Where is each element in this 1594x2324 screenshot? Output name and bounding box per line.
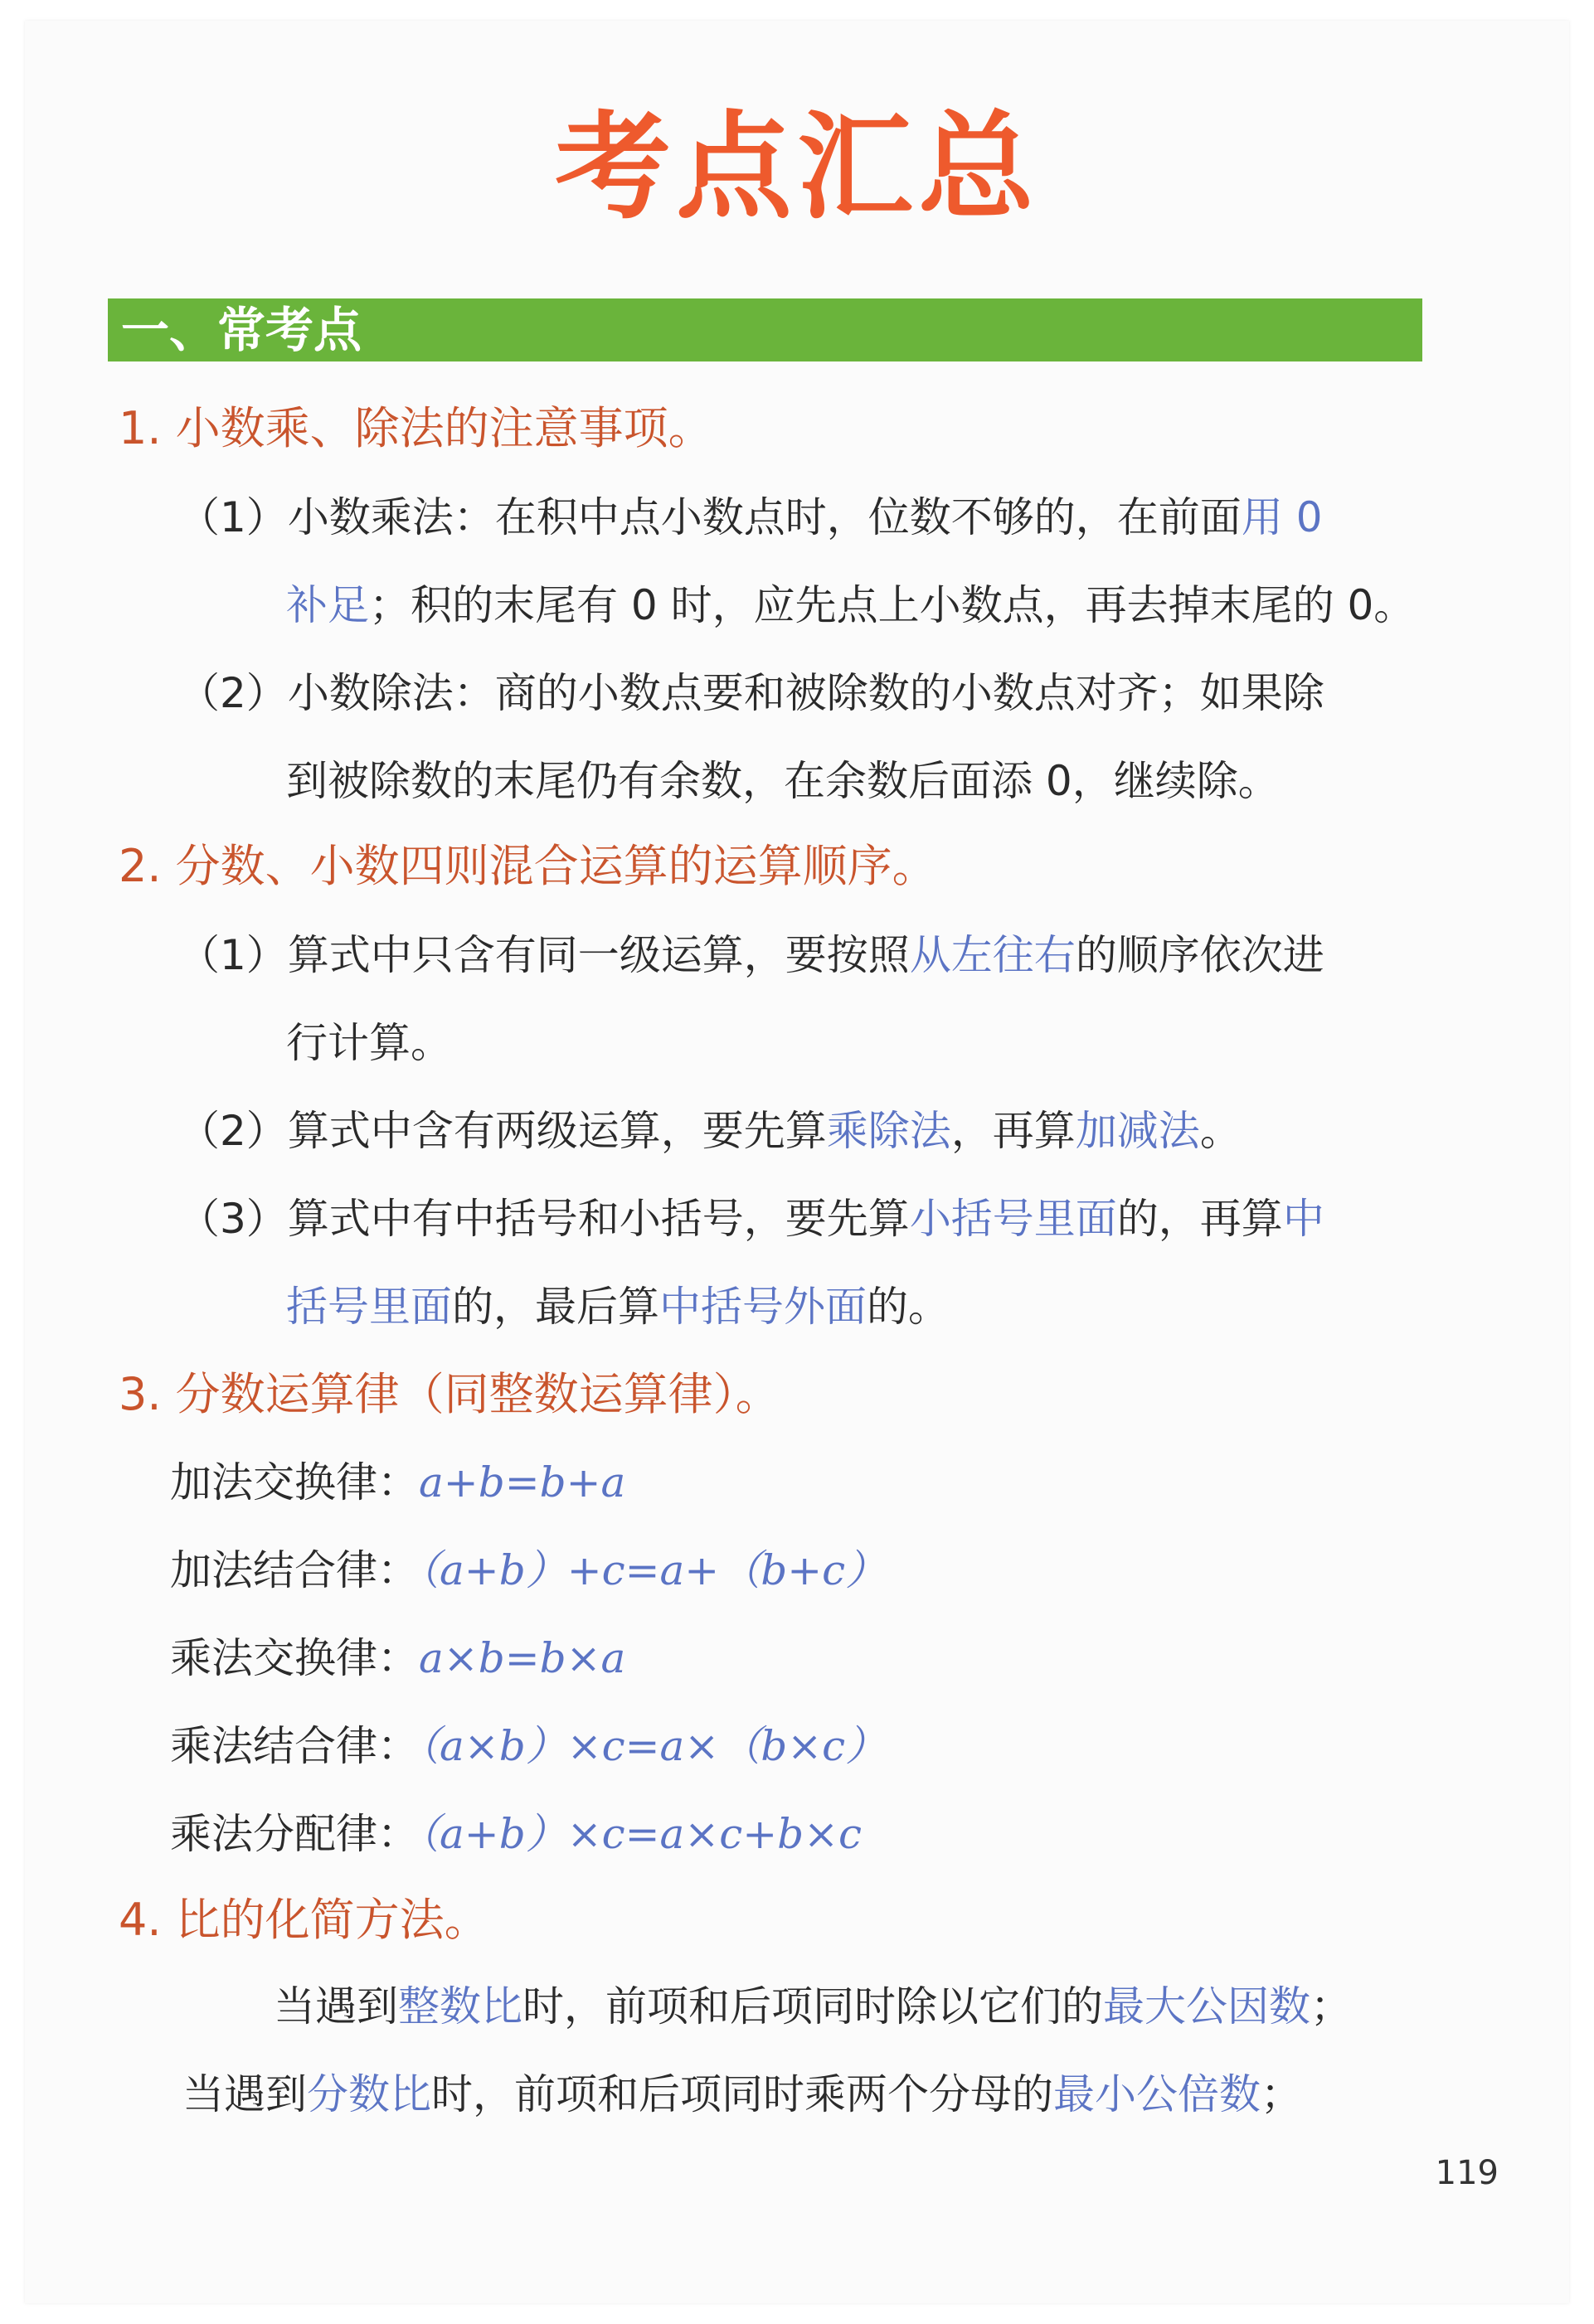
highlight-text: 整数比 xyxy=(398,1982,522,2030)
item-number: （3） xyxy=(178,1195,288,1243)
text: 的。 xyxy=(867,1283,950,1331)
highlight-text: 最大公因数 xyxy=(1103,1982,1310,2030)
highlight-text: 乘除法 xyxy=(826,1107,951,1155)
text: 时，前项和后项同时除以它们的 xyxy=(522,1982,1103,2030)
text: 的顺序依次进 xyxy=(1075,931,1324,979)
paragraph-2-line-1 xyxy=(178,667,1324,720)
paragraph-1-line-2 xyxy=(286,579,1415,632)
highlight-text: 从左往右 xyxy=(909,931,1076,979)
text: 的，再算 xyxy=(1116,1195,1283,1243)
paragraph-4 xyxy=(178,1104,1242,1157)
law-row xyxy=(170,1456,625,1509)
law-row xyxy=(170,1720,887,1773)
text: 时，前项和后项同时乘两个分母的 xyxy=(431,2070,1053,2118)
page-title: 考点汇总 xyxy=(554,100,1039,235)
paragraph-6 xyxy=(274,1980,1352,2033)
paragraph-2-line-2: 到被除数的末尾仍有余数，在余数后面添 0，继续除。 xyxy=(286,757,1280,805)
heading-1: 1. 小数乘、除法的注意事项。 xyxy=(119,402,713,454)
highlight-text: 最小公倍数 xyxy=(1053,2070,1261,2118)
heading-4: 4. 比的化简方法。 xyxy=(119,1894,489,1946)
law-row xyxy=(170,1544,887,1597)
text: 。 xyxy=(1199,1107,1242,1155)
highlight-text: 加减法 xyxy=(1075,1107,1200,1155)
law-name: 乘法结合律： xyxy=(170,1722,419,1770)
highlight-text: 用 0 xyxy=(1241,493,1323,541)
law-formula: a+b=b+a xyxy=(419,1458,626,1506)
text: ；积的末尾有 0 时，应先点上小数点，再去掉末尾的 0。 xyxy=(369,581,1416,629)
paragraph-3-line-2: 行计算。 xyxy=(286,1019,452,1067)
section-title: 一、常考点 xyxy=(121,302,362,358)
paragraph-5-line-2 xyxy=(286,1280,950,1333)
highlight-text: 中 xyxy=(1282,1195,1324,1243)
section-bar xyxy=(108,298,1422,361)
text: 小数除法：商的小数点要和被除数的小数点对齐；如果除 xyxy=(287,669,1324,717)
text: 算式中含有两级运算，要先算 xyxy=(287,1107,827,1155)
item-number: （1） xyxy=(178,931,288,979)
law-name: 加法交换律： xyxy=(170,1458,419,1506)
page-number: 119 xyxy=(1435,2154,1499,2192)
text: 小数乘法：在积中点小数点时，位数不够的，在前面 xyxy=(287,493,1242,541)
law-row xyxy=(170,1632,625,1685)
law-name: 加法结合律： xyxy=(170,1546,419,1594)
text: ； xyxy=(1261,2070,1302,2118)
law-formula: （a+b）×c=a×c+b×c xyxy=(419,1810,863,1858)
text: 的，最后算 xyxy=(452,1283,659,1331)
item-number: （1） xyxy=(178,493,288,541)
item-number: （2） xyxy=(178,1107,288,1155)
paragraph-1-line-1 xyxy=(178,491,1323,544)
paragraph-7 xyxy=(182,2068,1302,2121)
paragraph-3-line-1 xyxy=(178,929,1324,982)
text: 当遇到 xyxy=(274,1982,398,2030)
text: ； xyxy=(1310,1982,1352,2030)
heading-3: 3. 分数运算律（同整数运算律）。 xyxy=(119,1368,780,1420)
text: 算式中有中括号和小括号，要先算 xyxy=(287,1195,910,1243)
highlight-text: 中括号外面 xyxy=(659,1283,867,1331)
paragraph-5-line-1 xyxy=(178,1192,1324,1245)
highlight-text: 括号里面 xyxy=(286,1283,452,1331)
law-name: 乘法分配律： xyxy=(170,1810,419,1858)
book-page xyxy=(25,21,1569,2303)
law-formula: （a×b）×c=a×（b×c） xyxy=(419,1722,887,1770)
text: ，再算 xyxy=(950,1107,1076,1155)
highlight-text: 补足 xyxy=(286,581,369,629)
heading-2: 2. 分数、小数四则混合运算的运算顺序。 xyxy=(119,840,937,892)
law-formula: （a+b）+c=a+（b+c） xyxy=(419,1546,887,1594)
law-row xyxy=(170,1807,862,1861)
text: 当遇到 xyxy=(182,2070,307,2118)
highlight-text: 小括号里面 xyxy=(909,1195,1117,1243)
item-number: （2） xyxy=(178,669,288,717)
text: 算式中只含有同一级运算，要按照 xyxy=(287,931,910,979)
law-name: 乘法交换律： xyxy=(170,1634,419,1682)
highlight-text: 分数比 xyxy=(307,2070,431,2118)
law-formula: a×b=b×a xyxy=(419,1634,626,1682)
